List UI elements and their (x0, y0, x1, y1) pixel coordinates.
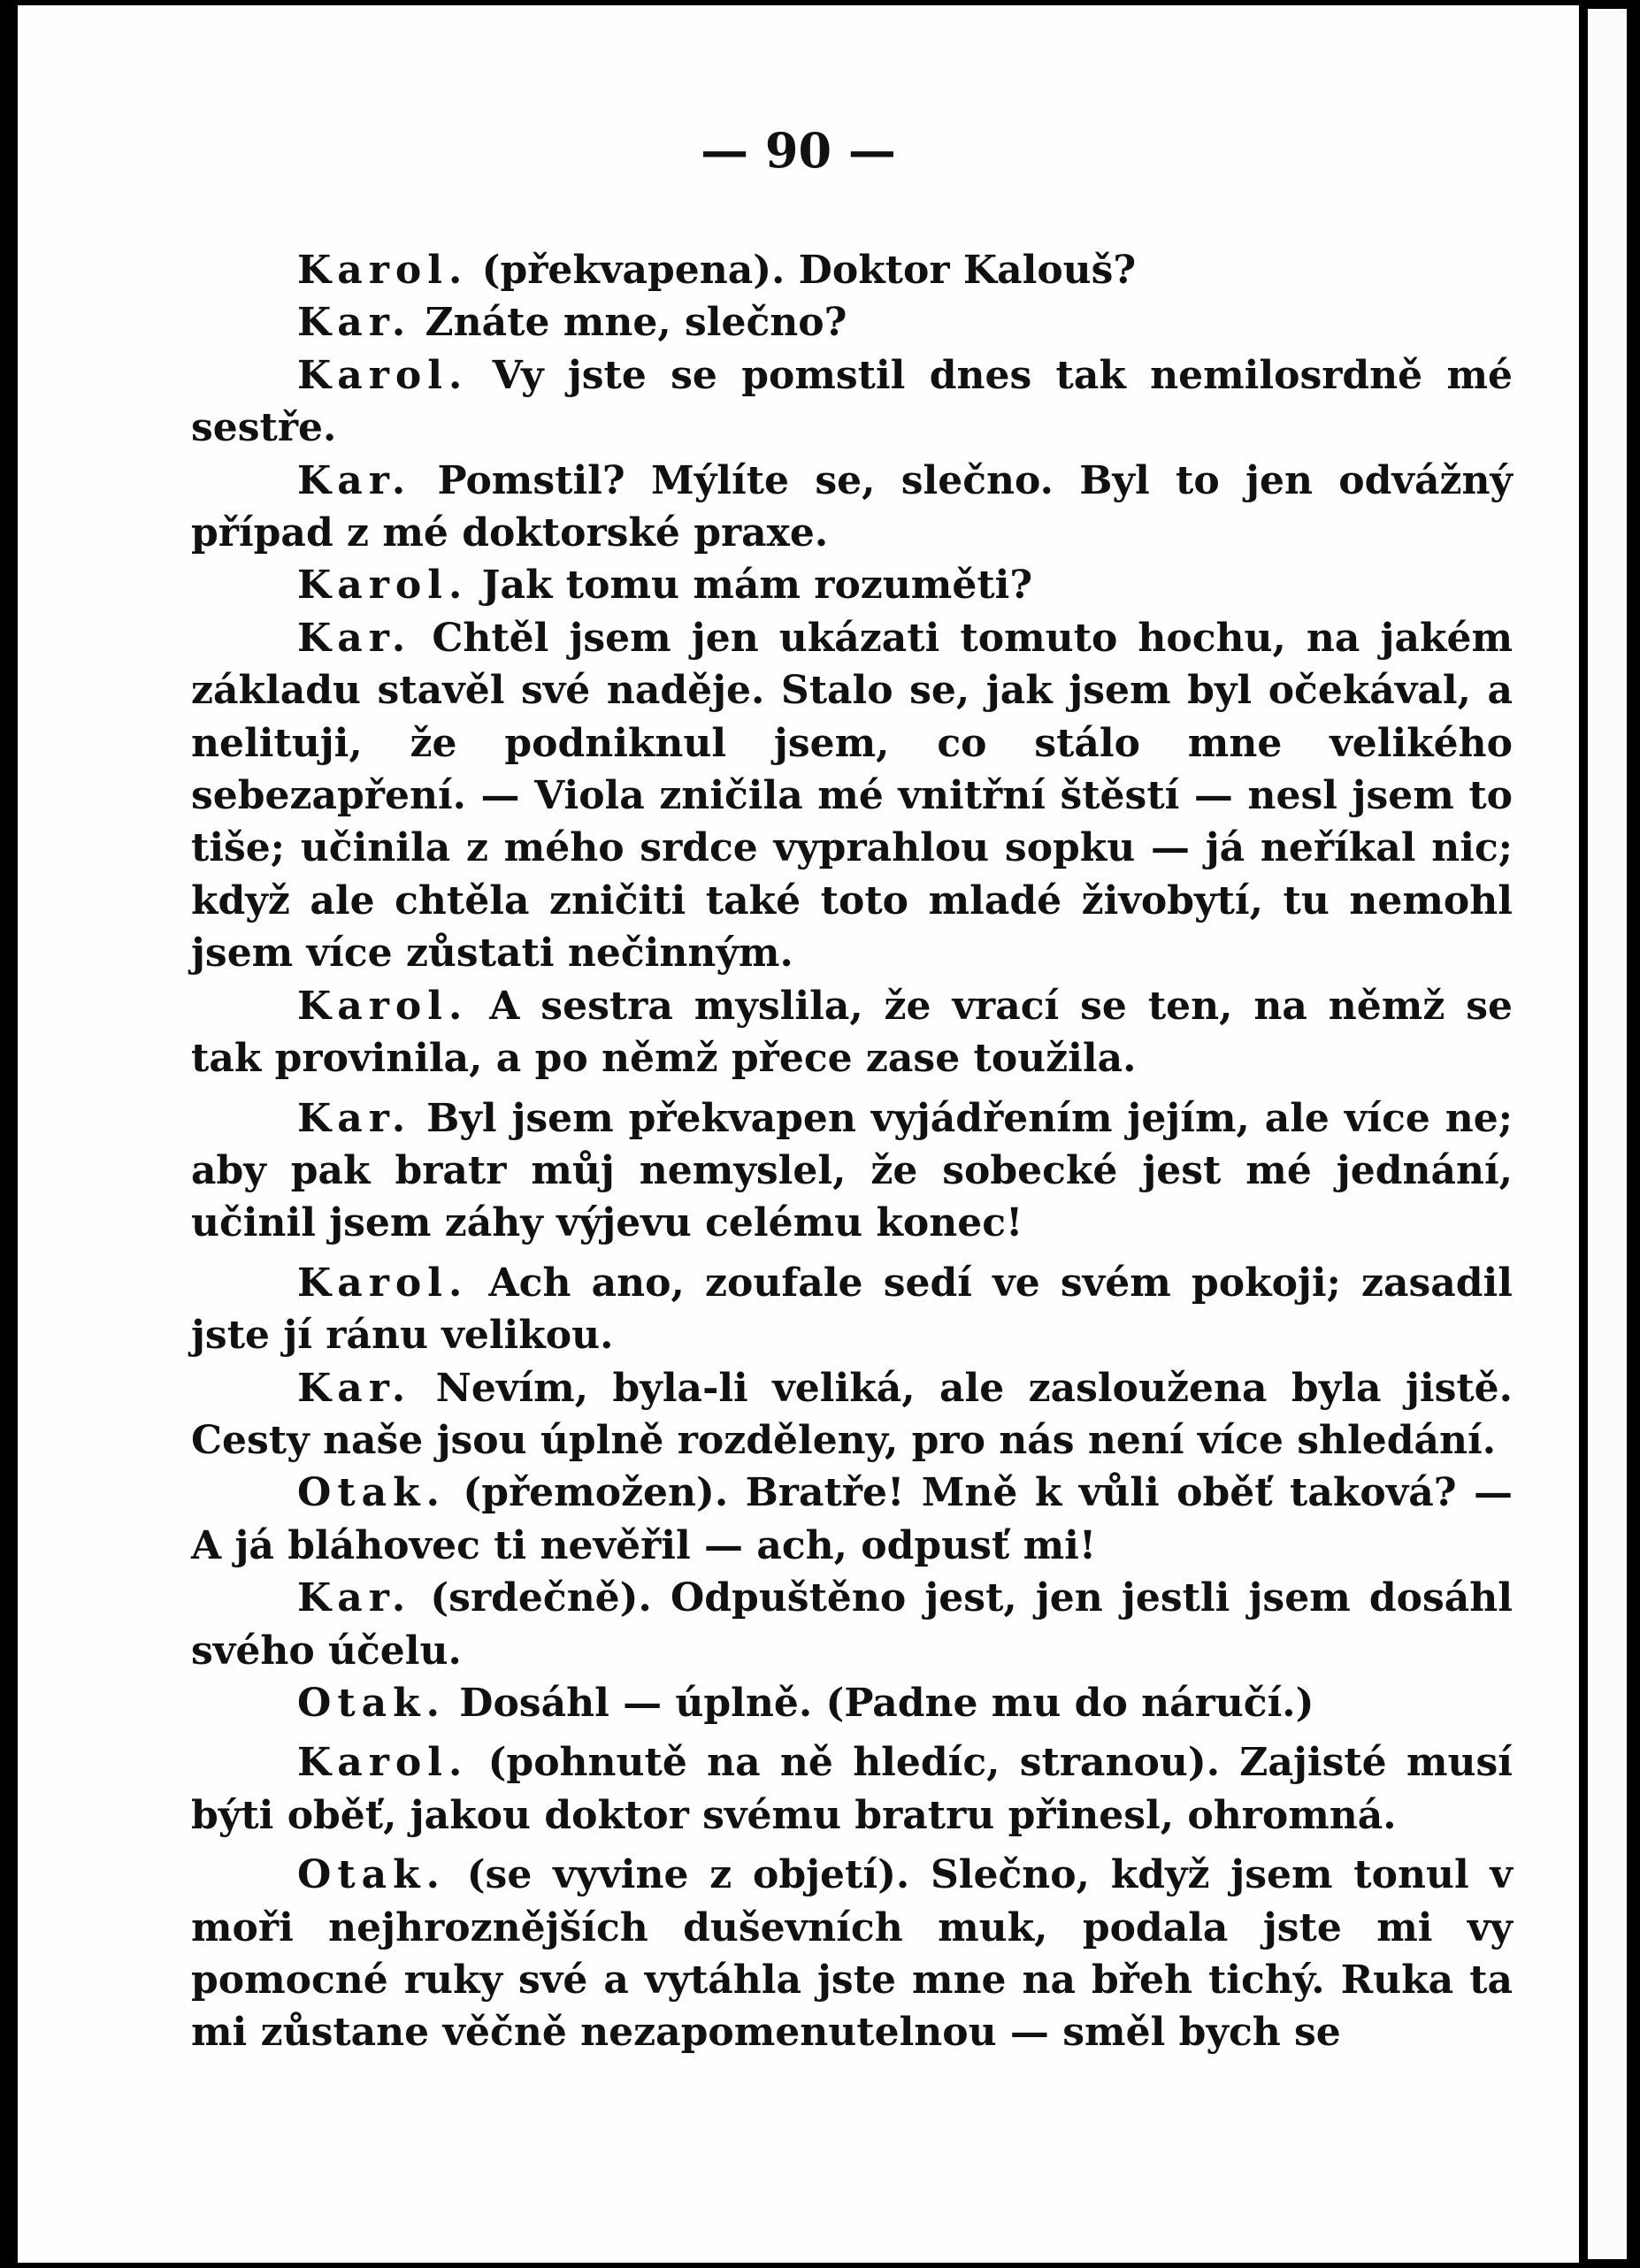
speaker-name: Karol. (297, 1740, 469, 1786)
paragraph (191, 349, 1513, 455)
paragraph (191, 1257, 1513, 1362)
paragraph-text: Dosáhl — úplně. (Padne mu do náručí.) (445, 1680, 1314, 1726)
paragraph (191, 455, 1513, 560)
paragraph (191, 1736, 1513, 1842)
paragraph-text: Vy jste se pomstil dnes tak nemilosrdně mé sestře. (191, 352, 1513, 451)
page-text (191, 244, 1513, 2059)
paragraph (191, 1467, 1513, 1572)
paragraph-text: (překvapena). Doktor Kalouš? (468, 248, 1137, 293)
speaker-name: Karol. (297, 563, 469, 609)
paragraph-text: Znáte mne, slečno? (411, 300, 847, 346)
paragraph-text: Byl jsem překvapen vyjádřením jejím, ale více ne; aby pak bratr můj nemyslel, že sobecké jest mé jednání, učinil jsem záhy výjevu celému konec! (191, 1095, 1513, 1246)
speaker-name: Otak. (297, 1680, 446, 1726)
paragraph-text: Chtěl jsem jen ukázati tomuto hochu, na jakém základu stavěl své naděje. Stalo se, jak jsem byl očekával, a nelituji, že podniknul jsem, co stálo mne velikého sebezapření. — Viola zničila mé vnitřní štěstí — nesl jsem to tiše; učinila z mého srdce vyprahlou sopku — já neříkal nic; když ale chtěla zničiti také toto mladé živobytí, tu nemohl jsem více zůstati nečinným. (191, 615, 1513, 977)
paragraph (191, 612, 1513, 980)
speaker-name: Otak. (297, 1470, 446, 1516)
paragraph (191, 1849, 1513, 2059)
speaker-name: Kar. (297, 1095, 412, 1141)
paragraph (191, 244, 1513, 296)
speaker-name: Karol. (297, 983, 469, 1029)
speaker-name: Kar. (297, 300, 412, 346)
speaker-name: Karol. (297, 248, 469, 293)
speaker-name: Kar. (297, 615, 412, 661)
speaker-name: Kar. (297, 1365, 412, 1411)
speaker-name: Karol. (297, 352, 469, 398)
adjacent-page-edge (1588, 9, 1627, 2259)
paragraph (191, 1362, 1513, 1467)
paragraph-text: A sestra myslila, že vrací se ten, na němž se tak provinila, a po němž přece zase toužila. (191, 983, 1513, 1082)
paragraph (191, 1092, 1513, 1250)
page-number: — 90 — (701, 122, 896, 179)
paragraph (191, 559, 1513, 611)
speaker-name: Kar. (297, 457, 412, 503)
paragraph (191, 1677, 1513, 1729)
paragraph-text: (pohnutě na ně hledíc, stranou). Zajisté musí býti oběť, jakou doktor svému bratru přinesl, ohromná. (191, 1740, 1513, 1838)
speaker-name: Kar. (297, 1575, 412, 1621)
paragraph-text: (srdečně). Odpuštěno jest, jen jestli jsem dosáhl svého účelu. (191, 1575, 1513, 1674)
speaker-name: Karol. (297, 1260, 469, 1306)
paragraph (191, 296, 1513, 349)
paragraph-text: Nevím, byla-li veliká, ale zasloužena byla jistě. Cesty naše jsou úplně rozděleny, pro nás není více shledání. (191, 1365, 1513, 1463)
book-page (18, 5, 1579, 2263)
paragraph (191, 1572, 1513, 1677)
paragraph-text: Ach ano, zoufale sedí ve svém pokoji; zasadil jste jí ránu velikou. (191, 1260, 1513, 1359)
paragraph (191, 980, 1513, 1085)
paragraph-text: Jak tomu mám rozuměti? (468, 563, 1033, 609)
speaker-name: Otak. (297, 1852, 446, 1898)
paragraph-text: (se vyvine z objetí). Slečno, když jsem tonul v moři nejhroznějších duševních muk, podala jste mi vy pomocné ruky své a vytáhla jste mne na břeh tichý. Ruka ta mi zůstane věčně nezapomenutelnou — směl bych se (191, 1852, 1513, 2056)
paragraph-text: Pomstil? Mýlíte se, slečno. Byl to jen odvážný případ z mé doktorské praxe. (191, 457, 1513, 556)
paragraph-text: (přemožen). Bratře! Mně k vůli oběť taková? — A já bláhovec ti nevěřil — ach, odpusť mi! (191, 1470, 1513, 1568)
